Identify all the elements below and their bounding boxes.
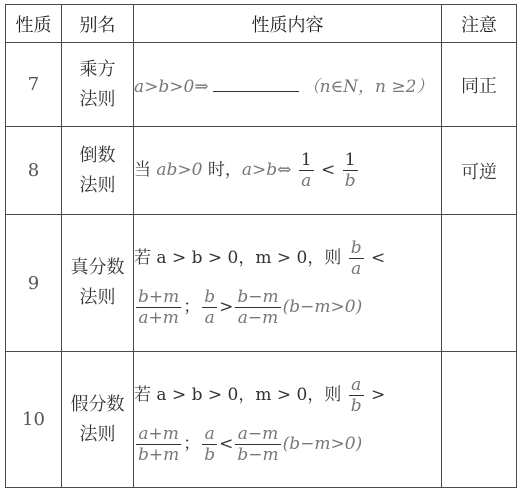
- denominator: a: [204, 308, 215, 328]
- table-row: [6, 352, 517, 488]
- alias-line: 法则: [79, 423, 116, 445]
- alias-line: 法则: [79, 88, 116, 110]
- row-content: [134, 43, 442, 127]
- prefix-text: 当: [134, 160, 151, 180]
- alias-line: 法则: [79, 287, 116, 308]
- relation-symbol: >: [219, 297, 234, 317]
- numerator: b+m: [138, 287, 180, 307]
- alias-line: 法则: [79, 174, 116, 196]
- denominator: b: [204, 444, 216, 465]
- premise-text: a>b>0⇒: [134, 77, 209, 97]
- alias-line: 假分数: [70, 393, 125, 415]
- content-line-2: [134, 424, 441, 465]
- premise-text: 若 a > b > 0，m > 0，则: [134, 384, 342, 405]
- denominator: a: [301, 171, 312, 191]
- condition-text: (b−m>0): [282, 433, 363, 454]
- numerator: a+m: [136, 424, 181, 445]
- numerator: b−m: [237, 287, 279, 307]
- row-content: [134, 215, 442, 352]
- numerator: b: [204, 287, 216, 307]
- numerator: a−m: [235, 424, 280, 445]
- alias-line: 倒数: [79, 144, 116, 166]
- fraction-b-minus-m-over-a-minus-m: [235, 287, 280, 328]
- row-content: [134, 352, 442, 488]
- row-alias: [62, 127, 134, 215]
- fraction-b-plus-m-over-a-plus-m: [136, 287, 181, 328]
- fraction-a-over-b: [202, 424, 217, 465]
- denominator: b: [350, 395, 362, 416]
- alias-line: 乘方: [79, 58, 116, 80]
- fraction-a-over-b: [349, 375, 364, 416]
- row-index: 7: [6, 43, 62, 127]
- relation-symbol: <: [321, 160, 336, 180]
- mid-text: 时，: [207, 160, 242, 180]
- row-alias: [62, 43, 134, 127]
- separator: ；: [183, 297, 201, 317]
- fraction-a-minus-m-over-b-minus-m: [235, 424, 280, 465]
- numerator: a: [202, 424, 217, 445]
- denominator: a−m: [237, 308, 279, 328]
- content-line-1: [134, 238, 441, 279]
- separator: ；: [183, 433, 201, 454]
- relation-symbol: <: [219, 433, 234, 454]
- condition-text: (b−m>0): [282, 297, 363, 317]
- answer-blank: [213, 76, 299, 92]
- fraction-one-over-b: [343, 150, 358, 191]
- denominator: a: [351, 259, 362, 279]
- relation-symbol: <: [371, 248, 386, 268]
- numerator: 1: [300, 150, 312, 170]
- inequality-properties-table: [5, 4, 517, 488]
- condition-text: ab>0: [156, 160, 203, 180]
- table-row: [6, 215, 517, 352]
- row-index: 9: [6, 215, 62, 352]
- table-row: [6, 43, 517, 127]
- denominator: b: [344, 171, 356, 191]
- header-row: [6, 5, 517, 43]
- row-note: 同正: [442, 43, 517, 127]
- row-alias: [62, 352, 134, 488]
- row-note: 可逆: [442, 127, 517, 215]
- row-content: [134, 127, 442, 215]
- denominator: b+m: [138, 444, 180, 465]
- row-alias: [62, 215, 134, 352]
- fraction-a-plus-m-over-b-plus-m: [136, 424, 181, 465]
- header-alias: 别名: [62, 5, 134, 43]
- row-note: [442, 352, 517, 488]
- header-content: 性质内容: [134, 5, 442, 43]
- numerator: 1: [343, 150, 358, 171]
- premise-text: 若 a > b > 0，m > 0，则: [134, 248, 342, 268]
- fraction-b-over-a: [349, 238, 364, 279]
- alias-line: 真分数: [70, 257, 125, 278]
- table-row: [6, 127, 517, 215]
- fraction-b-over-a: [202, 287, 217, 328]
- relation-symbol: >: [371, 384, 386, 405]
- content-line-1: [134, 375, 441, 416]
- row-index: 8: [6, 127, 62, 215]
- numerator: a: [349, 375, 364, 396]
- implication-text: a>b⇔: [241, 160, 292, 180]
- header-note: 注意: [442, 5, 517, 43]
- domain-text: （n∈N，n ≥2）: [302, 77, 434, 97]
- row-index: 10: [6, 352, 62, 488]
- numerator: b: [350, 238, 362, 258]
- row-note: [442, 215, 517, 352]
- header-property: 性质: [6, 5, 62, 43]
- denominator: a+m: [138, 308, 179, 328]
- content-line-2: [134, 287, 441, 328]
- fraction-one-over-a: [299, 150, 314, 191]
- denominator: b−m: [237, 444, 279, 465]
